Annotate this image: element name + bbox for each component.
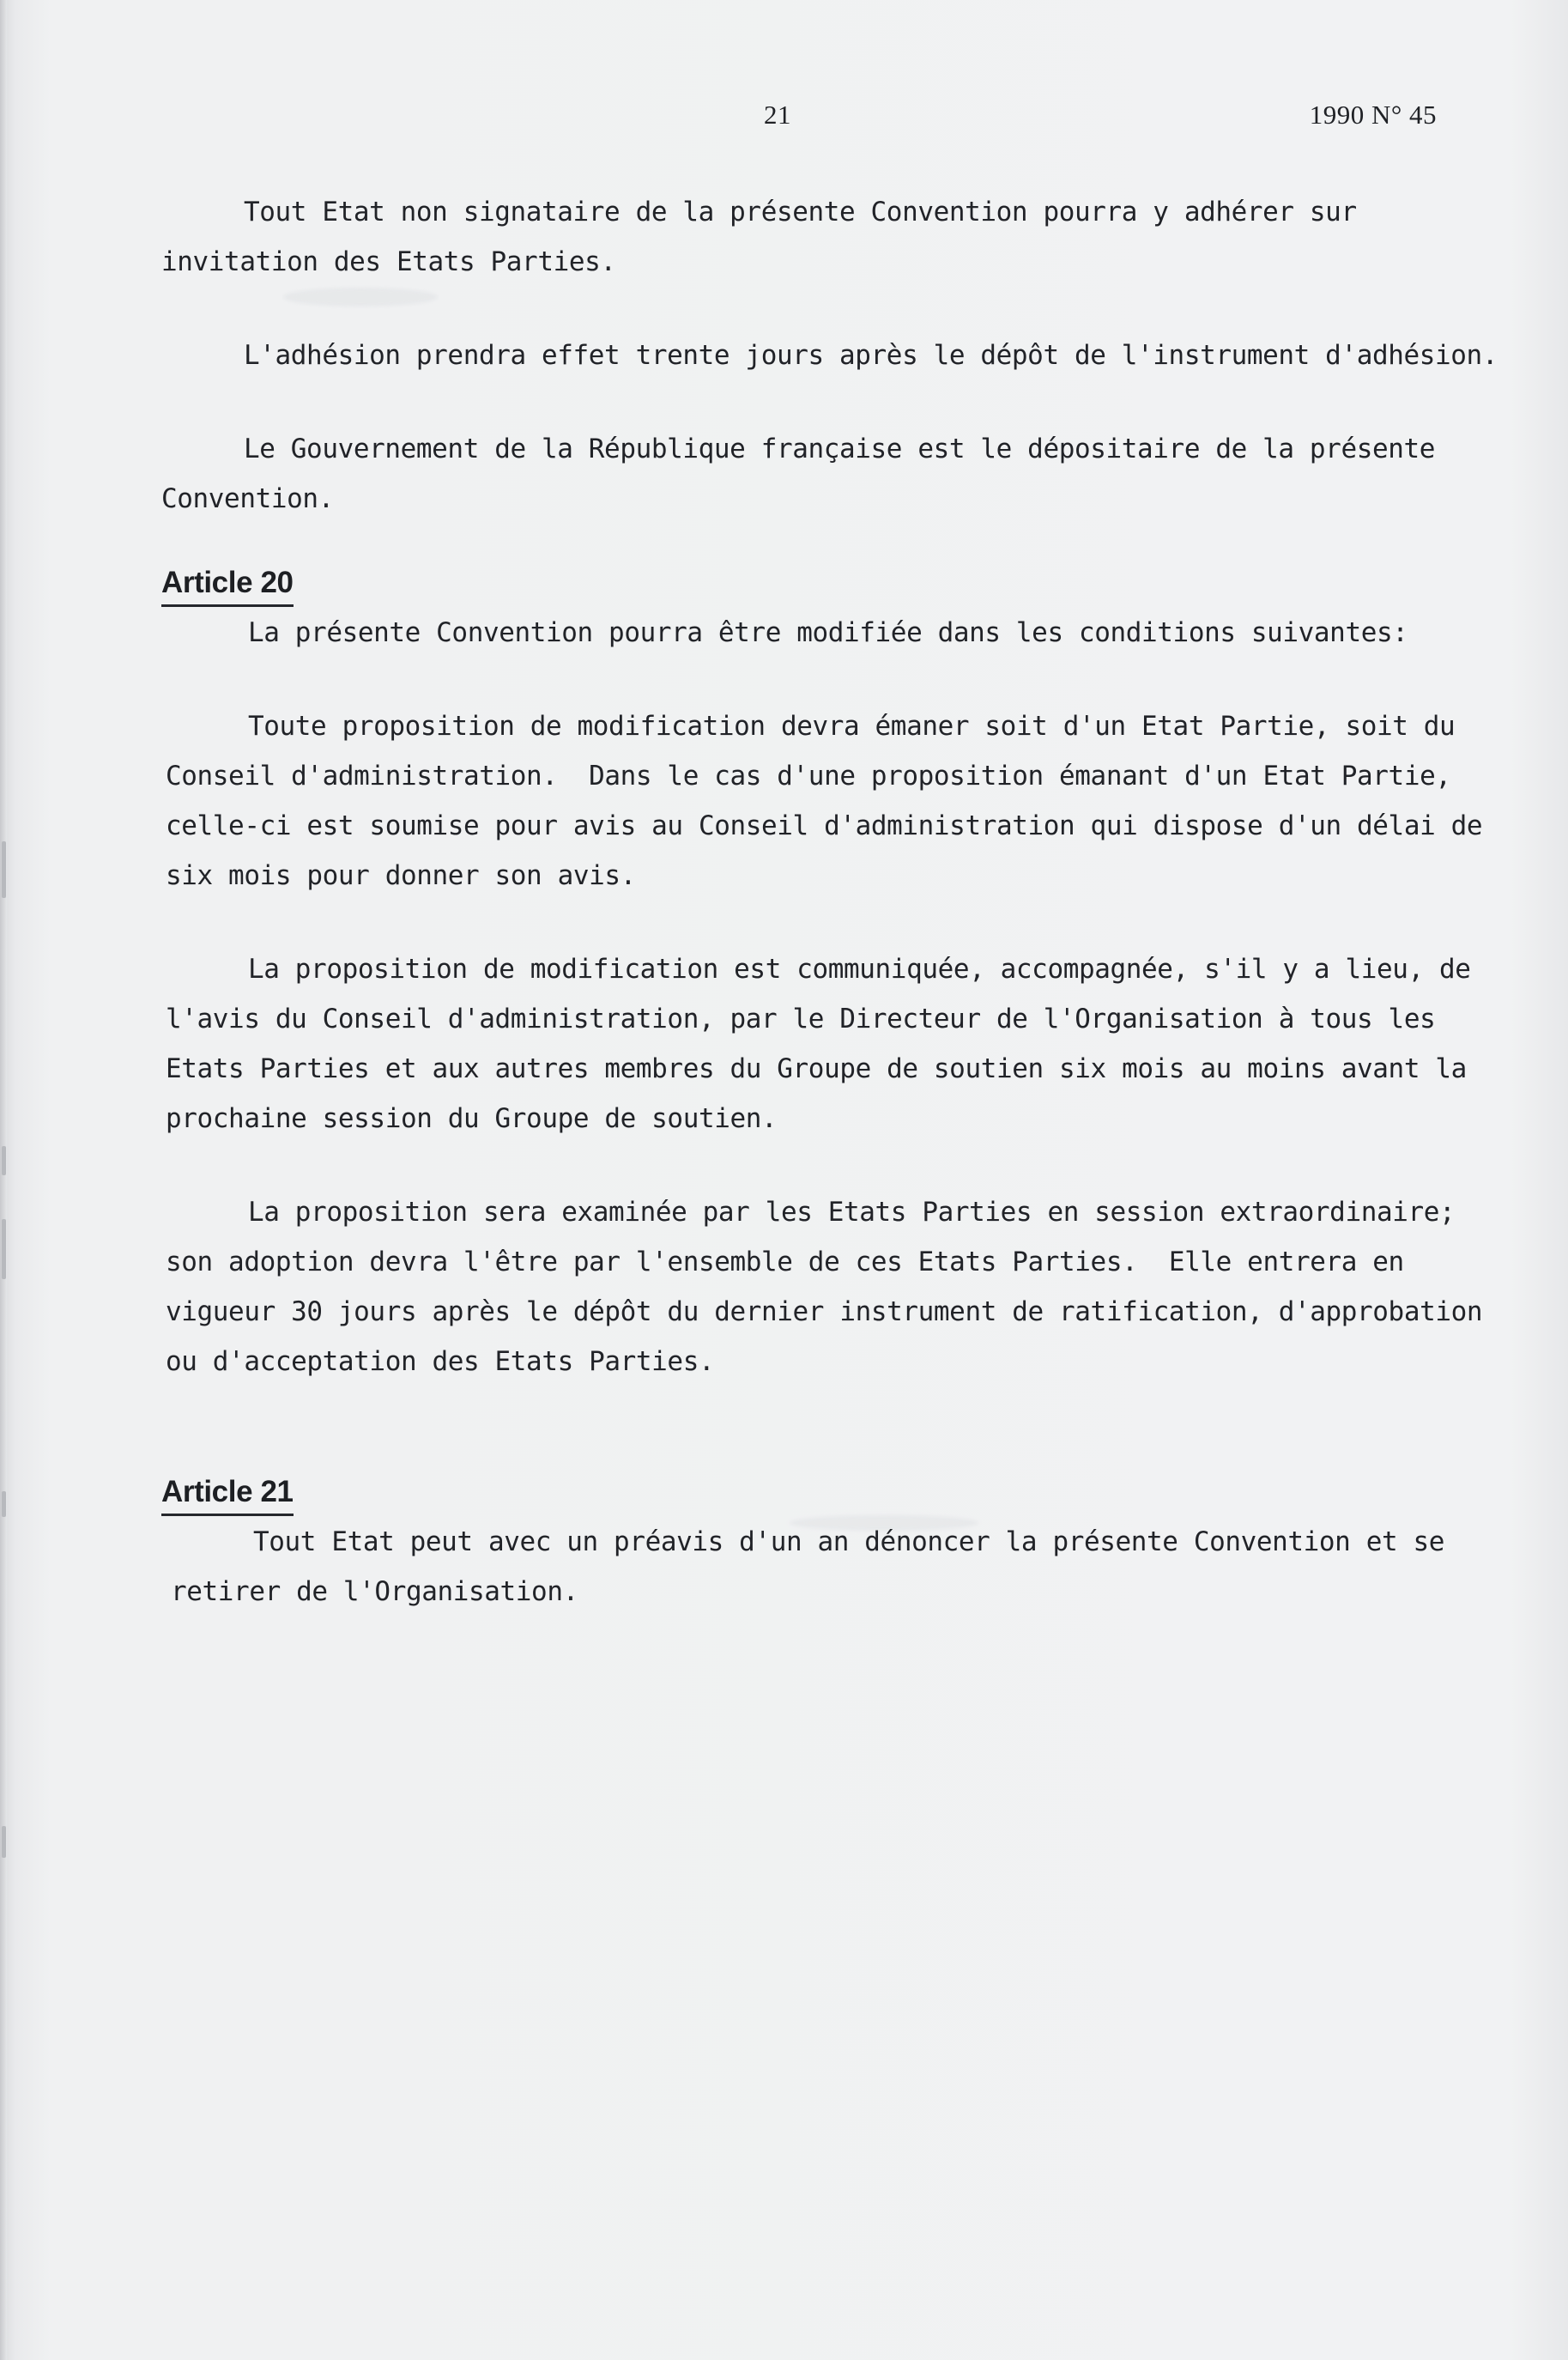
body-paragraph: La présente Convention pourra être modifiée dans les conditions suivantes:	[248, 617, 1408, 648]
page-number: 21	[764, 100, 791, 130]
article-21-heading-block	[161, 1433, 1500, 1517]
article-heading: Article 21	[161, 1472, 294, 1516]
body-paragraph: Tout Etat non signataire de la présente Convention pourra y adhérer sur invitation des Etats Parties.	[161, 197, 1372, 277]
page-header	[0, 100, 1568, 143]
body-paragraph: Le Gouvernement de la République française est le dépositaire de la présente Convention.	[161, 434, 1451, 514]
body-paragraph: L'adhésion prendra effet trente jours après le dépôt de l'instrument d'adhésion.	[244, 340, 1498, 371]
binding-mark	[2, 1491, 6, 1517]
body-paragraph: Toute proposition de modification devra émaner soit d'un Etat Partie, soit du Conseil d'administration. Dans le cas d'une proposition émanant d'un Etat Partie, celle-ci est soumise pour avis au Conseil d'administration qui dispose d'un délai de six mois pour donner son avis.	[166, 711, 1498, 891]
binding-mark	[2, 1219, 6, 1279]
binding-mark	[2, 1146, 6, 1175]
document-reference: 1990 N° 45	[1309, 100, 1437, 130]
binding-mark	[2, 1826, 6, 1858]
article-heading: Article 20	[161, 563, 294, 607]
body-paragraph: La proposition sera examinée par les Etats Parties en session extraordinaire; son adoption devra l'être par l'ensemble de ces Etats Parties. Elle entrera en vigueur 30 jours après le dépôt du dernier instrument de ratification, d'approbation ou d'acceptation des Etats Parties.	[166, 1197, 1498, 1377]
left-page-edge	[0, 0, 7, 2360]
body-paragraph: La proposition de modification est communiquée, accompagnée, s'il y a lieu, de l'avis du Conseil d'administration, par le Directeur de l'Organisation à tous les Etats Parties et aux autres membres du Groupe de soutien six mois au moins avant la prochaine session du Groupe de soutien.	[166, 954, 1486, 1134]
document-body	[161, 187, 1500, 1617]
body-paragraph: Tout Etat peut avec un préavis d'un an dénoncer la présente Convention et se retirer de l'Organisation.	[171, 1526, 1461, 1607]
article-20-heading-block	[161, 524, 1500, 608]
binding-mark	[2, 841, 6, 898]
